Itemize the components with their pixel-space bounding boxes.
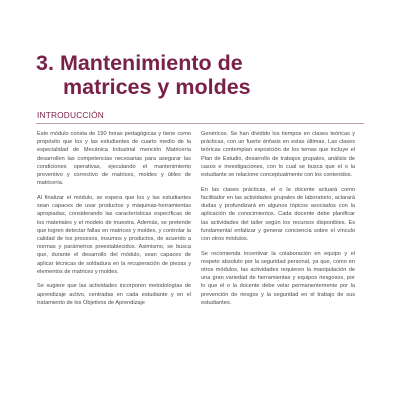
paragraph: Se recomienda incentivar la colaboración en equipo y el respeto absoluto por la seguridad personal, ya que, como en otros módulos, las actividades requieren la manipulación de una gran variedad de herramientas y equipos riesgosos, por lo que el o la docente debe velar permanentemente por la prevención de riesgos y la seguridad en el trabajo de sus estudiantes.: [201, 250, 355, 306]
chapter-title-line-2: matrices y moldes: [63, 75, 251, 100]
chapter-title-line-1: [36, 51, 376, 75]
chapter-heading: [36, 51, 376, 99]
right-text-column: [201, 130, 355, 314]
chapter-title-part-1: Mantenimiento de: [59, 51, 243, 76]
paragraph: Genéricos. Se han dividido los tiempos en clases teóricas y prácticas, con un fuerte énfasis en estas últimas. Las clases teóricas contemplan exposición de los temas que incluye el Plan de Estudio, desarrollo de trabajos grupales, análisis de casos e investigaciones, con lo cual se busca que el o la estudiante se relacione conceptualmente con los contenidos.: [201, 131, 355, 179]
left-text-column: [37, 130, 191, 314]
paragraph: Este módulo consta de 190 horas pedagógicas y tiene como propósito que los y las estudiantes de cuarto medio de la especialidad de Mecánica Industrial mención Matricería desarrollen las competencias necesarias para asegurar las condiciones operativas, ejecutando el mantenimiento preventivo y correctivo de matrices, moldes y útiles de matricería.: [37, 131, 191, 187]
paragraph: Se sugiere que las actividades incorporen metodologías de aprendizaje activo, centradas en cada estudiante y en el tratamiento de los Objetivos de Aprendizaje: [37, 283, 191, 306]
chapter-number: 3.: [36, 51, 54, 76]
paragraph: En las clases prácticas, el o la docente actuará como facilitador en las actividades grupales de laboratorio, aclarará dudas y profundizará en algunos tópicos asociados con la aplicación de conocimientos. Cada docente debe planificar las actividades del taller según los recursos disponibles. Es fundamental enfatizar y generar conciencia sobre el vínculo con otros módulos.: [201, 186, 355, 242]
section-divider: [36, 123, 364, 124]
paragraph: Al finalizar el módulo, se espera que los y las estudiantes sean capaces de usar productos y máquinas-herramientas apropiadas, considerando las características específicas de los materiales y el modelo de muestra. Además, se pretende que logren detectar fallas en matrices y moldes, y controlar la calidad de los procesos, insumos y productos, de acuerdo a normas y parámetros preestablecidos. Asimismo, se busca que, durante el desarrollo del módulo, sean capaces de aplicar técnicas de soldadura en la recuperación de piezas y elementos de matrices y moldes.: [37, 194, 191, 275]
section-heading: INTRODUCCIÓN: [37, 110, 104, 120]
